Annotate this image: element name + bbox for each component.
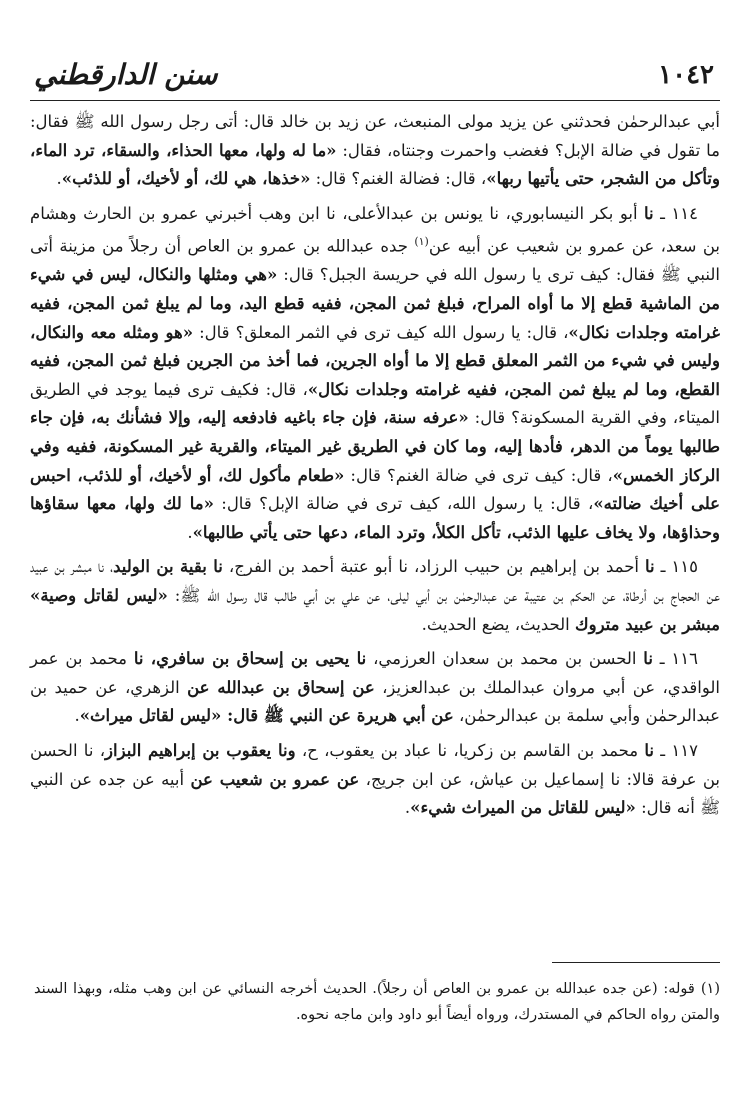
hadith-quote: عن أبي هريرة عن النبي ﷺ قال: «ليس لقاتل ميراث» xyxy=(79,706,454,726)
footnote-reference[interactable]: (١) xyxy=(414,235,429,249)
emphasis: نا بقية بن الوليد xyxy=(113,557,223,577)
running-title: سنن الدارقطني xyxy=(34,58,218,91)
hadith-115 xyxy=(30,553,720,639)
text: ، قال: فكيف ترى فيما يوجد في الطريق الميتاء، وفي القرية المسكونة؟ قال: xyxy=(30,379,720,428)
text: . xyxy=(187,522,193,542)
text: الحسن بن محمد بن سعدان العرزمي، xyxy=(366,649,644,669)
narration-marker: نا xyxy=(644,203,654,223)
body-text xyxy=(30,108,720,829)
text: محمد بن عمر الواقدي، عن أبي مروان عبدالملك بن عبدالعزيز، xyxy=(30,649,720,697)
text: . xyxy=(56,169,62,189)
page-header xyxy=(30,58,720,102)
text: أبو بكر النيسابوري، نا يونس بن عبدالأعلى، نا ابن وهب أخبرني عمرو بن الحارث وهشام بن سعد، عن عمرو بن شعيب عن أبيه عن xyxy=(30,203,720,256)
text: ، قال: يا رسول الله، كيف ترى في ضالة الإبل؟ قال: xyxy=(213,494,594,514)
hadith-quote: «ما لك ولها، معها سقاؤها وحذاؤها، ولا يخاف عليها الذئب، تأكل الكلأ، وترد الماء، دعها حتى يأتي طالبها» xyxy=(30,494,720,542)
hadith-116 xyxy=(30,645,720,731)
text: ، نا الحسن بن عرفة قالا: نا إسماعيل بن عياش، عن ابن جريج، xyxy=(30,740,720,789)
hadith-quote: «ما له ولها، معها الحذاء، والسقاء، ترد الماء، وتأكل من الشجر، حتى يأتيها ربها» xyxy=(30,140,720,189)
emphasis: عن عمرو بن شعيب عن xyxy=(190,769,360,789)
narration-marker: نا xyxy=(643,649,653,669)
hadith-number: ١١٤ ـ xyxy=(653,203,698,223)
hadith-quote: «طعام مأكول لك، أو لأخيك، أو للذئب، احبس على أخيك ضالته» xyxy=(30,465,721,514)
text: ، نا مبشر بن عبيد عن الحجاج بن أرطاة، عن الحكم بن عتيبة عن عبدالرحمٰن بن أبي ليلى، عن علي بن أبي طالب قال رسول الله ﷺ: xyxy=(30,557,720,605)
footnote-1 xyxy=(34,976,720,1028)
hadith-quote: «ليس للقاتل من الميراث شيء» xyxy=(410,798,636,818)
header-rule xyxy=(30,100,720,101)
hadith-quote: «عرفه سنة، فإن جاء باغيه فادفعه إليه، وإلا فشأنك به، فإن جاء طالبها يوماً من الدهر، فأدها إليه، وما كان في الطريق غير الميتاء، والقرية غير المسكونة، ففيه وفي الركاز الخمس» xyxy=(30,408,721,485)
hadith-quote: «ليس لقاتل وصية» مبشر بن عبيد متروك xyxy=(30,586,720,634)
hadith-number: ١١٧ ـ xyxy=(654,740,698,760)
text: . xyxy=(404,798,411,818)
emphasis: نا يحيى بن إسحاق بن سافري، نا xyxy=(133,649,367,669)
emphasis: ونا يعقوب بن إبراهيم البزاز xyxy=(105,740,296,760)
text: محمد بن القاسم بن زكريا، نا عباد بن يعقوب، ح، xyxy=(295,740,645,760)
page-number: ١٠٤٢ xyxy=(658,60,714,90)
footnote-text: قوله: (عن جده عبدالله بن عمرو بن العاص أن رجلاً). الحديث أخرجه النسائي عن ابن وهب مثله، وبهذا السند والمتن رواه الحاكم في المستدرك، ورواه أيضاً أبو داود وابن ماجه نحوه. xyxy=(34,981,720,1023)
text: الحديث، يضع الحديث. xyxy=(421,614,576,634)
text: أحمد بن إبراهيم بن حبيب الرزاد، نا أبو عتبة أحمد بن الفرج، xyxy=(222,557,645,577)
paragraph-continuation xyxy=(30,108,720,194)
hadith-117 xyxy=(30,737,720,823)
hadith-quote: «خذها، هي لك، أو لأخيك، أو للذئب» xyxy=(61,169,311,189)
hadith-114 xyxy=(30,200,720,548)
text: أبي عبدالرحمٰن فحدثني عن يزيد مولى المنبعث، عن زيد بن خالد قال: أتى رجل رسول الله ﷺ فقال: ما تقول في ضالة الإبل؟ فغضب واحمرت وجنتاه، فقال: xyxy=(30,112,720,160)
footnote-marker: (١) xyxy=(700,981,720,997)
hadith-number: ١١٥ ـ xyxy=(654,557,699,577)
text: ، قال: فضالة الغنم؟ قال: xyxy=(310,169,487,189)
text: الزهري، عن حميد بن عبدالرحمٰن وأبي سلمة بن عبدالرحمٰن، xyxy=(30,677,720,726)
narration-marker: نا xyxy=(644,557,655,577)
emphasis: عن إسحاق بن عبدالله عن xyxy=(187,677,375,697)
text: ، قال: يا رسول الله كيف ترى في الثمر المعلق؟ قال: xyxy=(193,322,569,342)
footnote-separator xyxy=(552,962,720,963)
text: جده عبدالله بن عمرو بن العاص أن رجلاً من مزينة أتى النبي ﷺ فقال: كيف ترى يا رسول الله في حريسة الجبل؟ قال: xyxy=(30,236,720,285)
text: ، قال: كيف ترى في ضالة الغنم؟ قال: xyxy=(344,465,613,485)
hadith-quote: «هو ومثله معه والنكال، وليس في شيء من الثمر المعلق قطع إلا ما أواه الجرين، فما أخذ من الجرين فبلغ ثمن المجن، ففيه القطع، وما لم يبلغ ثمن المجن، ففيه غرامته وجلدات نكال» xyxy=(30,322,720,399)
text: أبيه عن جده عن النبي ﷺ أنه قال: xyxy=(30,769,720,818)
footnotes xyxy=(34,976,720,1028)
hadith-quote: «هي ومثلها والنكال، ليس في شيء من الماشية قطع إلا ما أواه المراح، فبلغ ثمن المجن، ففيه قطع اليد، وما لم يبلغ ثمن المجن، ففيه غرامته وجلدات نكال» xyxy=(30,265,720,342)
hadith-number: ١١٦ ـ xyxy=(652,649,698,669)
text: . xyxy=(74,706,80,726)
narration-marker: نا xyxy=(644,740,655,760)
